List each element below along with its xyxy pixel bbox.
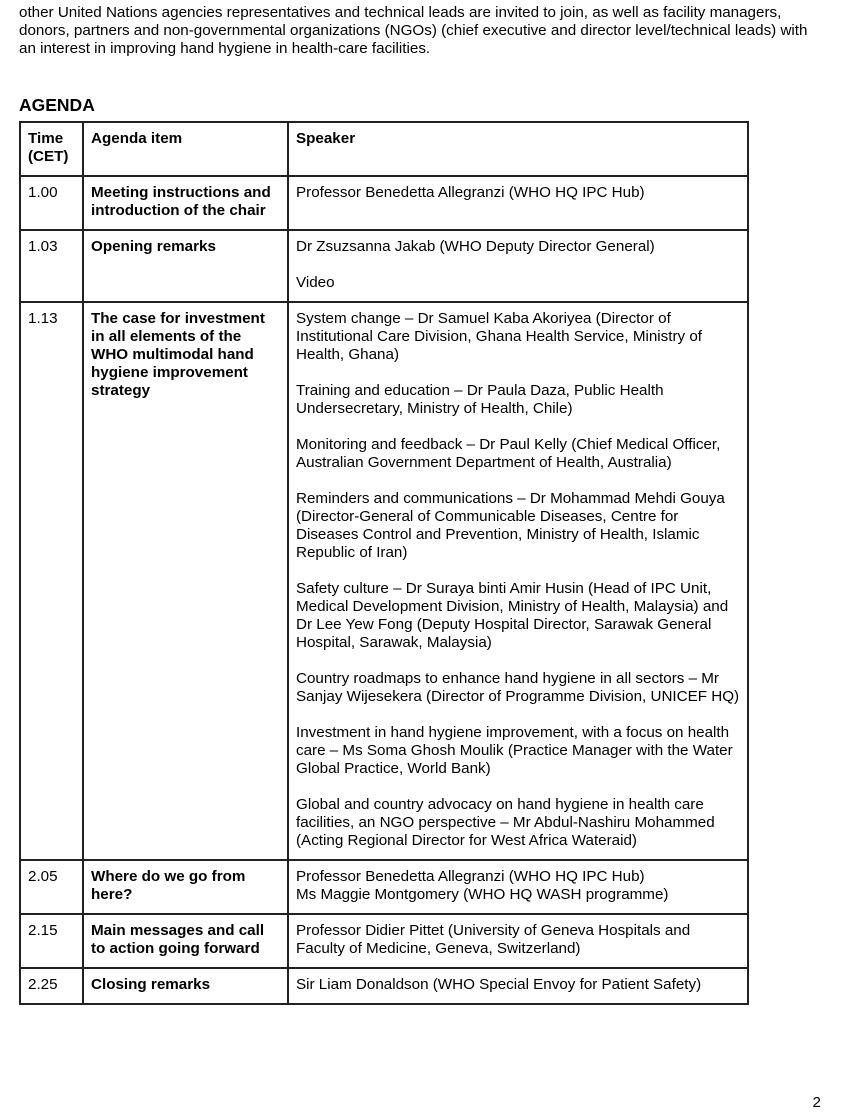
table-row bbox=[20, 230, 748, 302]
speaker-line: Professor Benedetta Allegranzi (WHO HQ IPC Hub) bbox=[296, 868, 645, 885]
table-row bbox=[20, 176, 748, 230]
header-time: Time (CET) bbox=[20, 122, 83, 176]
time-cell: 1.13 bbox=[20, 302, 83, 860]
table-row bbox=[20, 302, 748, 860]
header-agenda-item: Agenda item bbox=[83, 122, 288, 176]
agenda-item-cell: Where do we go from here? bbox=[83, 860, 288, 914]
speaker-entry: Global and country advocacy on hand hygiene in health care facilities, an NGO perspective – Mr Abdul-Nashiru Mohammed (Acting Regional Director for West Africa Wateraid) bbox=[296, 796, 715, 849]
table-row bbox=[20, 968, 748, 1004]
speaker-entry: Monitoring and feedback – Dr Paul Kelly (Chief Medical Officer, Australian Government Department of Health, Australia) bbox=[296, 436, 721, 471]
speaker-cell bbox=[288, 176, 748, 230]
header-speaker: Speaker bbox=[288, 122, 748, 176]
agenda-item-cell: Meeting instructions and introduction of the chair bbox=[83, 176, 288, 230]
agenda-table bbox=[19, 121, 749, 1005]
speaker-entry: Safety culture – Dr Suraya binti Amir Husin (Head of IPC Unit, Medical Development Division, Ministry of Health, Malaysia) and Dr Lee Yew Fong (Deputy Hospital Director, Sarawak General Hospital, Sarawak, Malaysia) bbox=[296, 580, 729, 651]
speaker-entry: Professor Didier Pittet (University of Geneva Hospitals and Faculty of Medicine, Geneva, Switzerland) bbox=[296, 922, 691, 957]
time-cell: 2.05 bbox=[20, 860, 83, 914]
speaker-entry: Dr Zsuzsanna Jakab (WHO Deputy Director General) bbox=[296, 238, 655, 255]
agenda-item-cell: Closing remarks bbox=[83, 968, 288, 1004]
speaker-entry: System change – Dr Samuel Kaba Akoriyea (Director of Institutional Care Division, Ghana Health Service, Ministry of Health, Ghana) bbox=[296, 310, 703, 363]
table-row bbox=[20, 860, 748, 914]
speaker-cell bbox=[288, 230, 748, 302]
time-cell: 1.03 bbox=[20, 230, 83, 302]
agenda-item-cell: Main messages and call to action going forward bbox=[83, 914, 288, 968]
speaker-cell bbox=[288, 968, 748, 1004]
agenda-item-cell: Opening remarks bbox=[83, 230, 288, 302]
speaker-entry: Training and education – Dr Paula Daza, Public Health Undersecretary, Ministry of Health, Chile) bbox=[296, 382, 664, 417]
intro-paragraph: other United Nations agencies representatives and technical leads are invited to join, as well as facility managers, donors, partners and non-governmental organizations (NGOs) (chief executive and director level/technical leads) with an interest in improving hand hygiene in health-care facilities. bbox=[19, 4, 808, 57]
speaker-entry: Investment in hand hygiene improvement, with a focus on health care – Ms Soma Ghosh Moulik (Practice Manager with the Water Global Practice, World Bank) bbox=[296, 724, 733, 777]
time-cell: 1.00 bbox=[20, 176, 83, 230]
time-cell: 2.25 bbox=[20, 968, 83, 1004]
speaker-entry: Sir Liam Donaldson (WHO Special Envoy for Patient Safety) bbox=[296, 976, 702, 993]
agenda-heading: AGENDA bbox=[19, 95, 95, 115]
table-row bbox=[20, 914, 748, 968]
speaker-cell bbox=[288, 914, 748, 968]
speaker-cell bbox=[288, 860, 748, 914]
speaker-entry: Professor Benedetta Allegranzi (WHO HQ IPC Hub) bbox=[296, 184, 645, 201]
speaker-line: Ms Maggie Montgomery (WHO HQ WASH programme) bbox=[296, 886, 669, 903]
speaker-cell bbox=[288, 302, 748, 860]
speaker-entry: Reminders and communications – Dr Mohammad Mehdi Gouya (Director-General of Communicable Diseases, Centre for Diseases Control and Prevention, Ministry of Health, Islamic Republic of Iran) bbox=[296, 490, 725, 561]
agenda-item-cell: The case for investment in all elements of the WHO multimodal hand hygiene improvement strategy bbox=[83, 302, 288, 860]
time-cell: 2.15 bbox=[20, 914, 83, 968]
table-header-row bbox=[20, 122, 748, 176]
speaker-entry: Video bbox=[296, 274, 335, 291]
speaker-entry: Country roadmaps to enhance hand hygiene in all sectors – Mr Sanjay Wijesekera (Director of Programme Division, UNICEF HQ) bbox=[296, 670, 740, 705]
page-number: 2 bbox=[812, 1094, 821, 1111]
